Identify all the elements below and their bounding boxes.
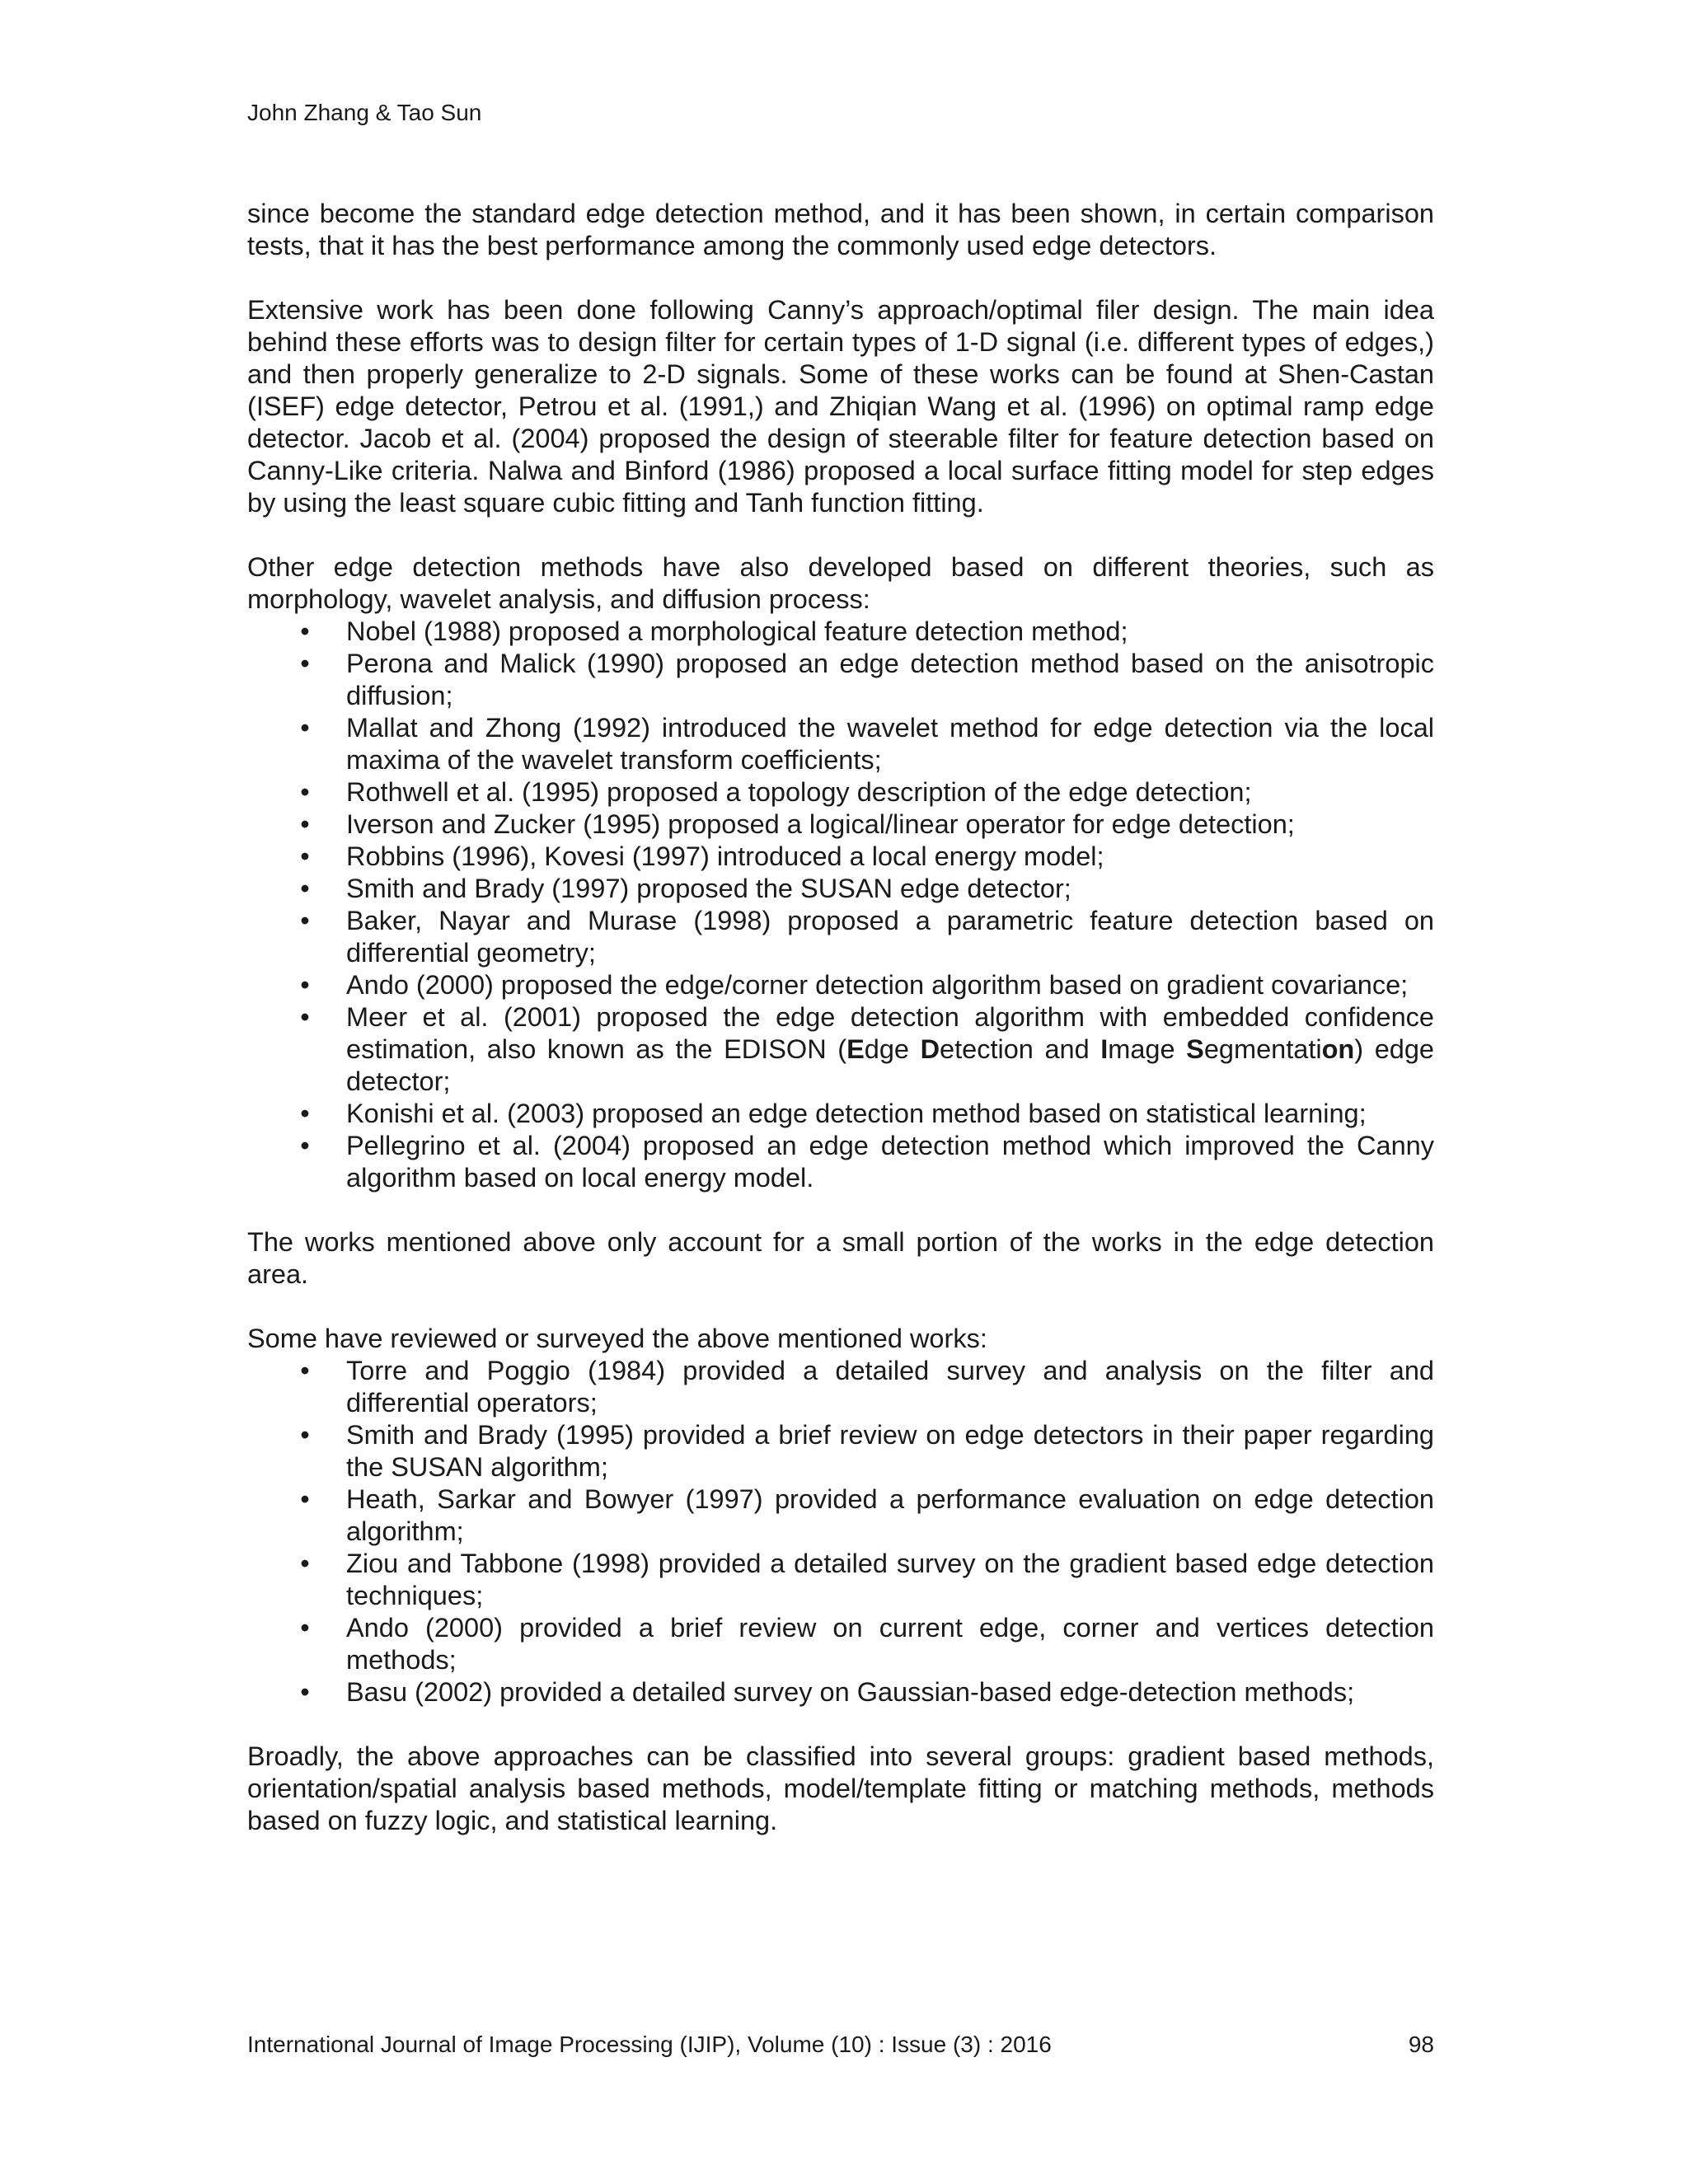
paragraph-optimal-filter-design: Extensive work has been done following Canny’s approach/optimal filer design. The main idea behind these efforts was to design filter for certain types of 1-D signal (i.e. different types of edges,) and then properly generalize to 2-D signals. Some of these works can be found at Shen-Castan (ISEF) edge detector, Petrou et al. (1991,) and Zhiqian Wang et al. (1996) on optimal ramp edge detector. Jacob et al. (2004) proposed the design of steerable filter for feature detection based on Canny-Like criteria. Nalwa and Binford (1986) proposed a local surface fitting model for step edges by using the least square cubic fitting and Tanh function fitting.: [247, 295, 1434, 518]
bullet-icon: •: [300, 713, 310, 743]
list-item: • Iverson and Zucker (1995) proposed a logical/linear operator for edge detection;: [247, 808, 1434, 841]
bullet-icon: •: [300, 1677, 310, 1707]
paragraph-surveys-intro: Some have reviewed or surveyed the above mentioned works:: [247, 1324, 987, 1353]
paragraph-small-portion: The works mentioned above only account for a small portion of the works in the edge detection area.: [247, 1227, 1434, 1289]
list-item: • Basu (2002) provided a detailed survey on Gaussian-based edge-detection methods;: [247, 1676, 1434, 1708]
list-item: • Nobel (1988) proposed a morphological feature detection method;: [247, 616, 1434, 648]
list-item: • Rothwell et al. (1995) proposed a topology description of the edge detection;: [247, 776, 1434, 808]
page-number: 98: [1408, 2032, 1434, 2057]
list-item: • Torre and Poggio (1984) provided a detailed survey and analysis on the filter and differential operators;: [247, 1355, 1434, 1419]
bullet-icon: •: [300, 1484, 310, 1514]
list-item-edison: • Meer et al. (2001) proposed the edge detection algorithm with embedded confidence estimation, also known as the EDISON (Edge Detection and Image Segmentation) edge detector;: [247, 1001, 1434, 1098]
list-item: • Smith and Brady (1997) proposed the SUSAN edge detector;: [247, 873, 1434, 905]
list-item: • Ando (2000) provided a brief review on current edge, corner and vertices detection methods;: [247, 1612, 1434, 1676]
running-head-authors: John Zhang & Tao Sun: [247, 100, 482, 125]
list-item: • Ando (2000) proposed the edge/corner detection algorithm based on gradient covariance;: [247, 969, 1434, 1001]
body-text: [247, 198, 1434, 1869]
list-item: • Ziou and Tabbone (1998) provided a detailed survey on the gradient based edge detection techniques;: [247, 1548, 1434, 1612]
surveys-list: [247, 1355, 1434, 1708]
bullet-icon: •: [300, 1131, 310, 1160]
bullet-icon: •: [300, 777, 310, 807]
list-item: • Konishi et al. (2003) proposed an edge detection method based on statistical learning;: [247, 1098, 1434, 1130]
bullet-icon: •: [300, 649, 310, 678]
bullet-icon: •: [300, 616, 310, 646]
list-item: • Pellegrino et al. (2004) proposed an edge detection method which improved the Canny algorithm based on local energy model.: [247, 1130, 1434, 1194]
paragraph-other-methods: Other edge detection methods have also developed based on different theories, such as morphology, wavelet analysis, and diffusion process:: [247, 552, 1434, 614]
list-item: • Robbins (1996), Kovesi (1997) introduced a local energy model;: [247, 841, 1434, 873]
bullet-icon: •: [300, 841, 310, 871]
bullet-icon: •: [300, 1420, 310, 1450]
list-item: • Baker, Nayar and Murase (1998) proposed a parametric feature detection based on differential geometry;: [247, 905, 1434, 969]
list-item: • Smith and Brady (1995) provided a brief review on edge detectors in their paper regarding the SUSAN algorithm;: [247, 1419, 1434, 1483]
bullet-icon: •: [300, 1356, 310, 1385]
bullet-icon: •: [300, 874, 310, 903]
bullet-icon: •: [300, 970, 310, 1000]
bullet-icon: •: [300, 1549, 310, 1578]
list-item: • Mallat and Zhong (1992) introduced the wavelet method for edge detection via the local maxima of the wavelet transform coefficients;: [247, 712, 1434, 776]
bullet-icon: •: [300, 1002, 310, 1032]
bullet-icon: •: [300, 906, 310, 935]
bullet-icon: •: [300, 1613, 310, 1643]
bullet-icon: •: [300, 1099, 310, 1128]
paragraph-classification: Broadly, the above approaches can be classified into several groups: gradient based methods, orientation/spatial analysis based methods, model/template fitting or matching methods, methods based on fuzzy logic, and statistical learning.: [247, 1741, 1434, 1835]
paragraph-canny-standard: since become the standard edge detection method, and it has been shown, in certain comparison tests, that it has the best performance among the commonly used edge detectors.: [247, 199, 1434, 260]
methods-list: [247, 616, 1434, 1194]
journal-citation: International Journal of Image Processing (IJIP), Volume (10) : Issue (3) : 2016: [247, 2032, 1052, 2057]
list-item: • Perona and Malick (1990) proposed an edge detection method based on the anisotropic diffusion;: [247, 648, 1434, 712]
list-item: • Heath, Sarkar and Bowyer (1997) provided a performance evaluation on edge detection algorithm;: [247, 1483, 1434, 1548]
bullet-icon: •: [300, 809, 310, 839]
